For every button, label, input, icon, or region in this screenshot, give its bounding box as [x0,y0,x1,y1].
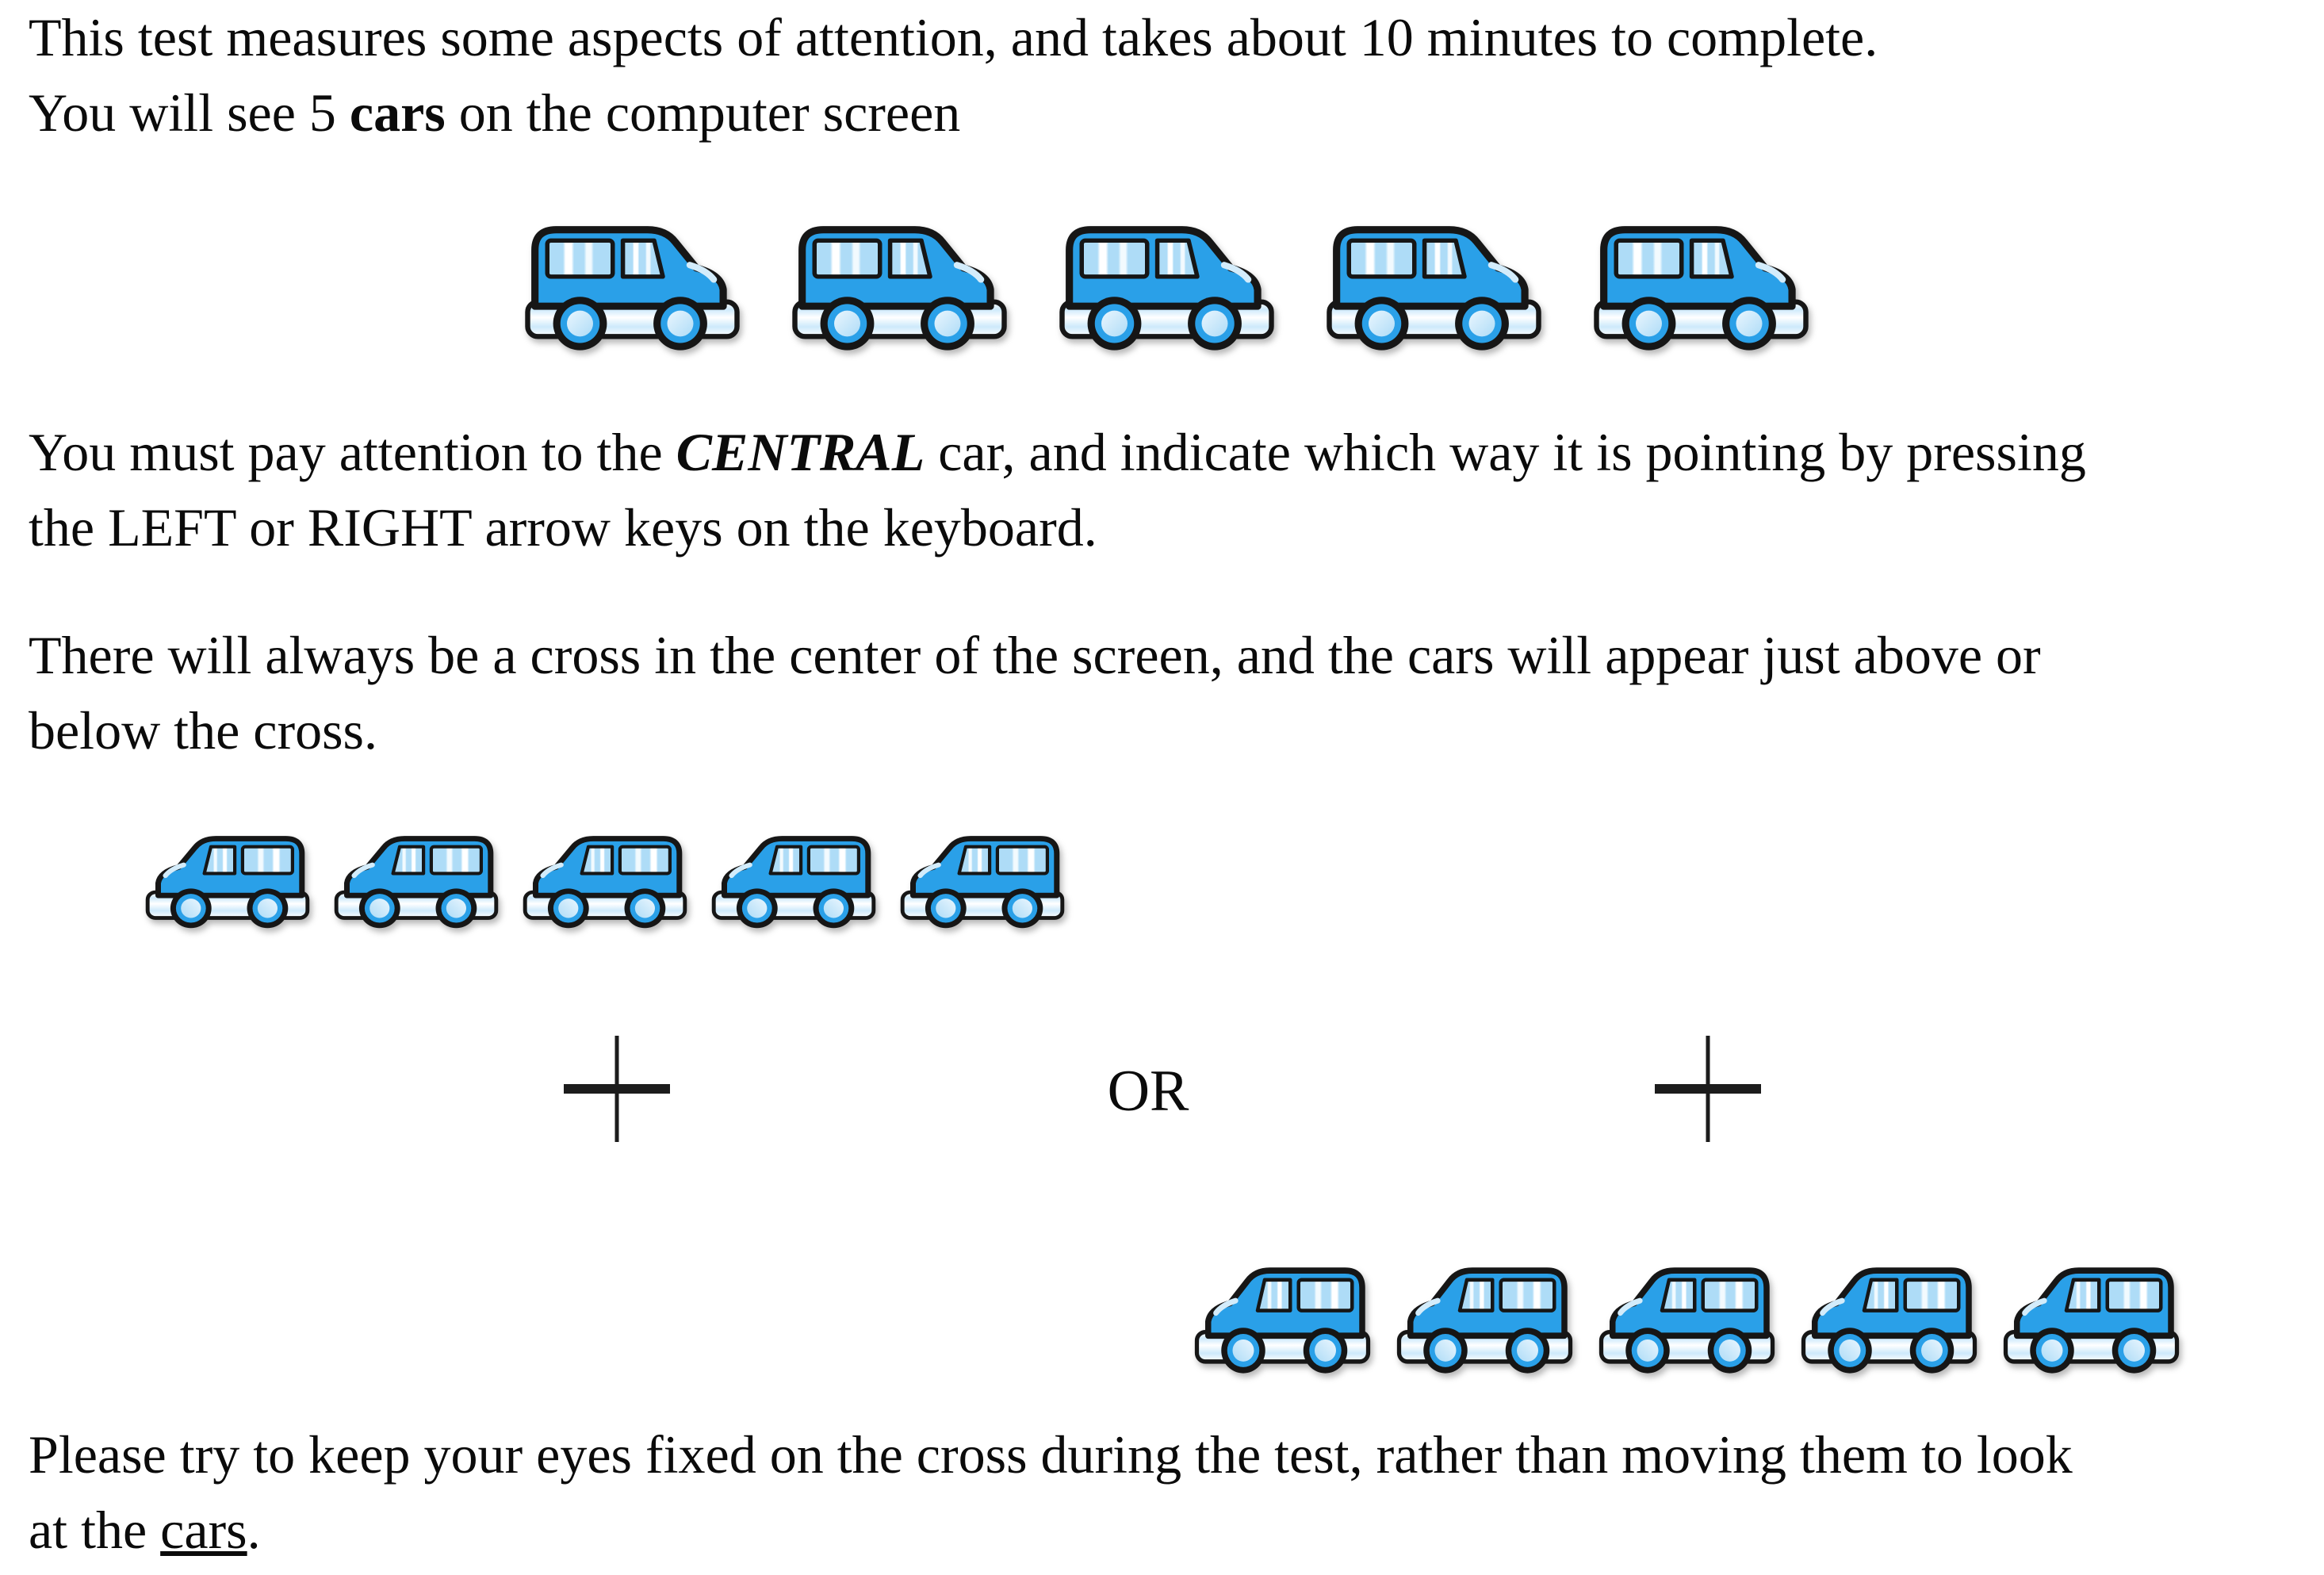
car-row-large [523,211,1810,355]
text-segment: Please try to keep your eyes fixed on the cross during the test, rather than moving them to look [29,1424,2073,1485]
car-icon-left [333,825,500,932]
car-icon-left [710,825,877,932]
text-segment: on the computer screen [445,82,961,143]
car-row-upper-left [144,825,1066,932]
car-icon-right [523,211,741,355]
text-segment: This test measures some aspects of attention, and takes about 10 minutes to complete. [29,7,1878,67]
text-segment: cars [160,1500,247,1560]
fixation-cross-right-icon [1652,1033,1763,1144]
or-label: OR [1107,1059,1189,1124]
car-row-lower-right [1193,1255,2180,1378]
text-segment: the LEFT or RIGHT arrow keys on the keyboard. [29,497,1097,558]
text-segment: cars [349,82,446,143]
car-icon-right [791,211,1009,355]
car-icon-right [1058,211,1276,355]
text-segment: You will see 5 [29,82,350,143]
car-icon-left [1598,1255,1776,1378]
car-icon-right [1325,211,1543,355]
text-segment: car, and indicate which way it is pointing by pressing [925,422,2086,482]
car-icon-left [899,825,1066,932]
car-icon-right [1592,211,1810,355]
paragraph-central-instruction [29,415,2086,565]
car-icon-left [2002,1255,2180,1378]
car-icon-left [1396,1255,1574,1378]
car-icon-left [144,825,311,932]
text-segment: You must pay attention to the [29,422,676,482]
paragraph-intro [29,0,1878,151]
paragraph-fixation-request [29,1417,2073,1568]
fixation-cross-left-icon [561,1033,672,1144]
car-icon-left [522,825,688,932]
paragraph-cross-location [29,618,2041,768]
text-segment: at the [29,1500,161,1560]
car-icon-left [1800,1255,1978,1378]
text-segment: CENTRAL [676,422,925,482]
text-segment: below the cross. [29,700,378,761]
car-icon-left [1193,1255,1372,1378]
text-segment: There will always be a cross in the center of the screen, and the cars will appear just above or [29,625,2041,685]
text-segment: . [247,1500,261,1560]
